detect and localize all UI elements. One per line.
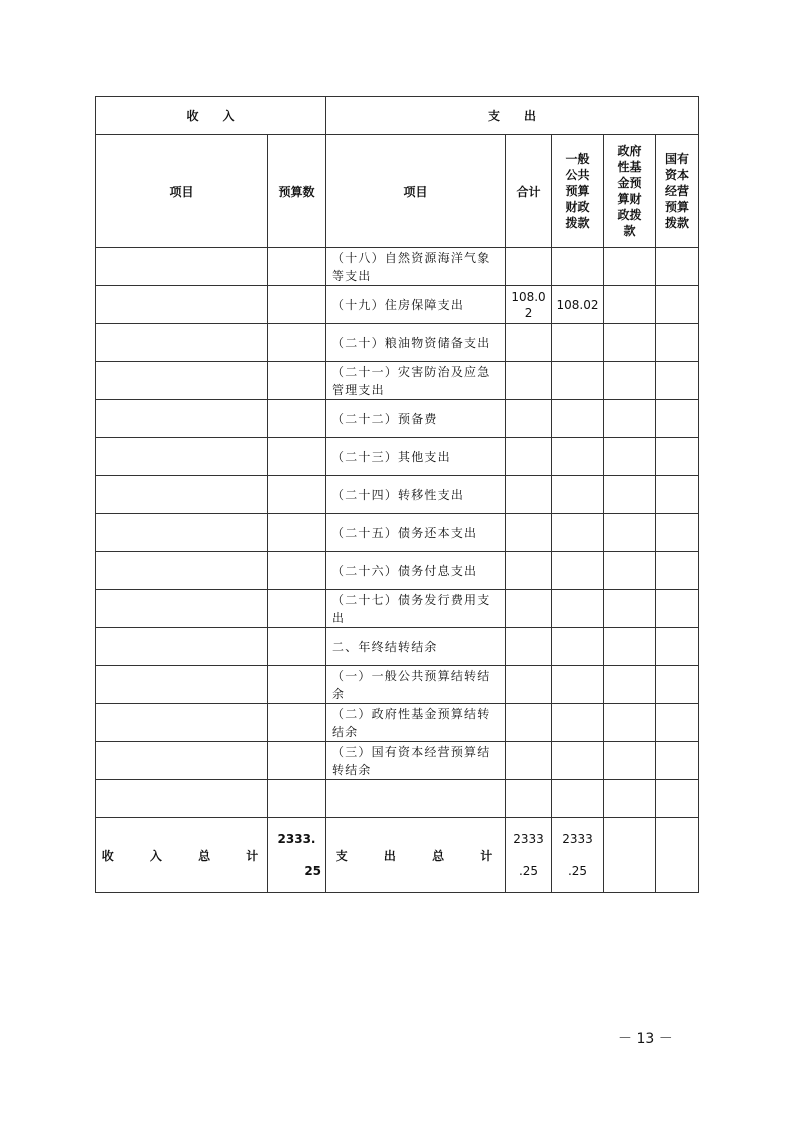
table-row [96,590,699,628]
gov-fund-cell [604,628,656,666]
total-cell [506,742,552,780]
income-budget-cell [268,742,326,780]
budget-table [95,96,699,893]
income-budget-cell [268,286,326,324]
income-budget-cell [268,514,326,552]
general-public-cell [552,780,604,818]
gov-fund-cell [604,552,656,590]
expense-total-line1: 2333 [513,832,544,846]
total-cell [506,324,552,362]
col-expense-item: 项目 [326,135,506,248]
total-cell: 108.02 [506,286,552,324]
expense-item-cell: （十九）住房保障支出 [326,286,506,324]
expense-item-cell: （二十七）债务发行费用支出 [326,590,506,628]
table-header-top [96,97,699,135]
general-public-cell [552,248,604,286]
table-row [96,286,699,324]
income-budget-cell [268,666,326,704]
general-public-cell [552,704,604,742]
gov-fund-cell [604,780,656,818]
general-public-cell [552,514,604,552]
expense-header: 支 出 [326,97,699,135]
gov-fund-cell [604,324,656,362]
income-item-cell [96,248,268,286]
state-capital-cell [656,248,699,286]
state-capital-cell [656,438,699,476]
gov-fund-cell [604,742,656,780]
expense-item-cell: （二十五）债务还本支出 [326,514,506,552]
gov-fund-cell [604,286,656,324]
income-item-cell [96,438,268,476]
income-budget-cell [268,780,326,818]
table-row [96,704,699,742]
col-state-capital-label: 国有资本经营预算拨款 [665,152,690,230]
income-item-cell [96,324,268,362]
income-item-cell [96,514,268,552]
general-public-cell [552,552,604,590]
table-row [96,476,699,514]
expense-total-value [506,818,552,893]
income-budget-cell [268,628,326,666]
general-total-line1: 2333 [562,832,593,846]
gov-fund-cell [604,438,656,476]
state-capital-cell [656,286,699,324]
income-budget-cell [268,400,326,438]
state-capital-cell [656,324,699,362]
income-item-cell [96,286,268,324]
state-capital-cell [656,514,699,552]
income-item-cell [96,780,268,818]
gov-fund-cell [604,704,656,742]
state-capital-cell [656,628,699,666]
expense-item-cell [326,780,506,818]
income-budget-cell [268,438,326,476]
expense-item-cell: （二十一）灾害防治及应急管理支出 [326,362,506,400]
income-item-cell [96,628,268,666]
table-row [96,666,699,704]
gov-fund-cell [604,590,656,628]
income-total-value-line1: 2333. [277,832,316,846]
income-budget-cell [268,704,326,742]
income-budget-cell [268,324,326,362]
income-total-value-line2: 25 [304,864,322,878]
table-row [96,438,699,476]
total-cell [506,780,552,818]
expense-item-cell: 二、年终结转结余 [326,628,506,666]
col-budget: 预算数 [268,135,326,248]
income-total-label: 收 入 总 计 [96,818,268,893]
expense-item-cell: （二十）粮油物资储备支出 [326,324,506,362]
expense-item-cell: （二十二）预备费 [326,400,506,438]
income-item-cell [96,476,268,514]
col-general-public [552,135,604,248]
total-cell [506,666,552,704]
total-cell [506,704,552,742]
col-total: 合计 [506,135,552,248]
general-public-cell [552,666,604,704]
general-public-cell: 108.02 [552,286,604,324]
general-total-line2: .25 [567,864,588,878]
expense-total-line2: .25 [518,864,539,878]
state-capital-cell [656,400,699,438]
table-row [96,780,699,818]
table-row [96,400,699,438]
income-item-cell [96,362,268,400]
gov-fund-cell [604,476,656,514]
income-budget-cell [268,476,326,514]
general-public-cell [552,476,604,514]
state-capital-cell [656,362,699,400]
income-item-cell [96,552,268,590]
col-state-capital [656,135,699,248]
general-public-cell [552,742,604,780]
gov-fund-cell [604,514,656,552]
expense-item-cell: （二）政府性基金预算结转结余 [326,704,506,742]
income-item-cell [96,400,268,438]
income-item-cell [96,590,268,628]
gov-fund-total-value [604,818,656,893]
col-gov-fund-label: 政府性基金预算财政拨款 [617,144,642,238]
general-public-cell [552,628,604,666]
total-cell [506,400,552,438]
gov-fund-cell [604,362,656,400]
expense-item-cell: （三）国有资本经营预算结转结余 [326,742,506,780]
state-capital-cell [656,704,699,742]
total-cell [506,248,552,286]
income-total-value [268,818,326,893]
expense-item-cell: （二十四）转移性支出 [326,476,506,514]
expense-item-cell: （一）一般公共预算结转结余 [326,666,506,704]
state-capital-cell [656,552,699,590]
gov-fund-cell [604,666,656,704]
state-capital-cell [656,476,699,514]
expense-item-cell: （十八）自然资源海洋气象等支出 [326,248,506,286]
table-row [96,628,699,666]
expense-item-cell: （二十六）债务付息支出 [326,552,506,590]
gov-fund-cell [604,400,656,438]
income-item-cell [96,666,268,704]
general-public-cell [552,362,604,400]
income-item-cell [96,742,268,780]
state-capital-cell [656,666,699,704]
income-budget-cell [268,248,326,286]
state-capital-cell [656,742,699,780]
total-cell [506,438,552,476]
expense-item-cell: （二十三）其他支出 [326,438,506,476]
expense-total-label: 支 出 总 计 [326,818,506,893]
income-budget-cell [268,552,326,590]
general-public-cell [552,400,604,438]
gov-fund-cell [604,248,656,286]
income-budget-cell [268,362,326,400]
total-cell [506,590,552,628]
table-row [96,324,699,362]
col-gov-fund [604,135,656,248]
state-capital-cell [656,590,699,628]
page-number: － 13 － [618,1031,673,1047]
total-cell [506,628,552,666]
total-cell [506,362,552,400]
general-public-cell [552,438,604,476]
col-income-item: 项目 [96,135,268,248]
state-capital-cell [656,780,699,818]
total-cell [506,552,552,590]
total-cell [506,514,552,552]
table-body [96,248,699,818]
general-public-cell [552,324,604,362]
table-row [96,552,699,590]
table-row [96,514,699,552]
table-row [96,742,699,780]
totals-row [96,818,699,893]
table-row [96,362,699,400]
income-item-cell [96,704,268,742]
total-cell [506,476,552,514]
general-public-cell [552,590,604,628]
col-general-public-label: 一般公共预算财政拨款 [565,152,590,230]
table-row [96,248,699,286]
state-capital-total-value [656,818,699,893]
income-header: 收 入 [96,97,326,135]
income-budget-cell [268,590,326,628]
table-header-columns [96,135,699,248]
general-total-value [552,818,604,893]
